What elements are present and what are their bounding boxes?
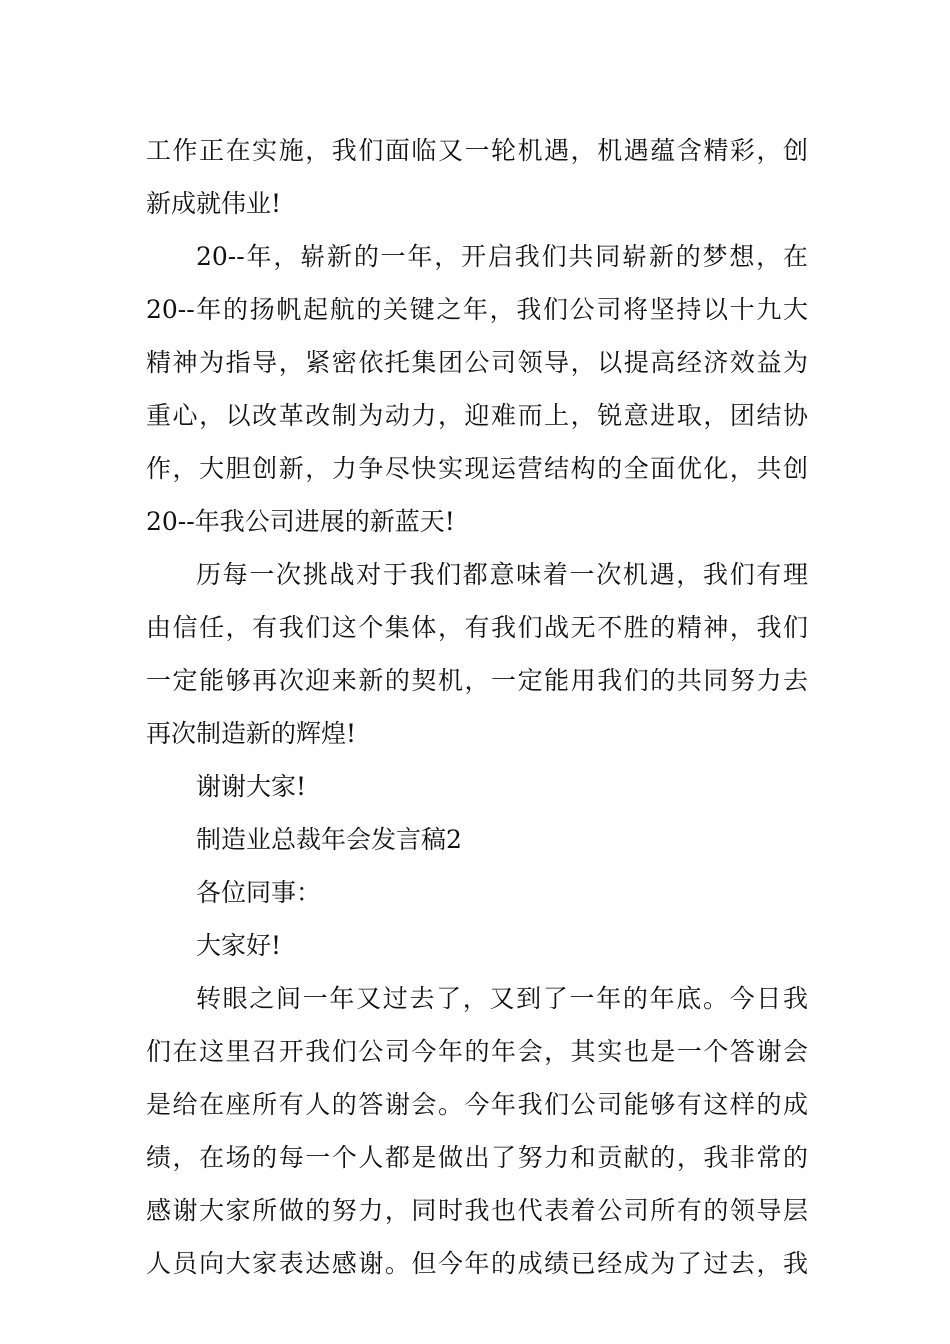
text-line: 再次制造新的辉煌! bbox=[146, 719, 357, 748]
text-line: 是给在座所有人的答谢会。今年我们公司能够有这样的成 bbox=[146, 1090, 808, 1119]
text-line: 绩，在场的每一个人都是做出了努力和贡献的，我非常的 bbox=[146, 1143, 808, 1172]
paragraph-first-line: 历每一次挑战对于我们都意味着一次机遇，我们有理 bbox=[196, 560, 808, 589]
salutation: 各位同事： bbox=[196, 878, 322, 907]
text-line: 一定能够再次迎来新的契机，一定能用我们的共同努力去 bbox=[146, 666, 808, 695]
text-line: 由信任，有我们这个集体，有我们战无不胜的精神，我们 bbox=[146, 613, 808, 642]
text-line: 人员向大家表达感谢。但今年的成绩已经成为了过去，我 bbox=[146, 1249, 808, 1278]
section-heading: 制造业总裁年会发言稿2 bbox=[196, 825, 462, 854]
paragraph-first-line: 20--年，崭新的一年，开启我们共同崭新的梦想，在 bbox=[196, 242, 808, 271]
text-line: 工作正在实施，我们面临又一轮机遇，机遇蕴含精彩，创 bbox=[146, 136, 808, 165]
text-line: 重心，以改革改制为动力，迎难而上，锐意进取，团结协 bbox=[146, 401, 808, 430]
text-line: 20--年的扬帆起航的关键之年，我们公司将坚持以十九大 bbox=[146, 295, 808, 324]
text-line: 精神为指导，紧密依托集团公司领导，以提高经济效益为 bbox=[146, 348, 808, 377]
text-line: 们在这里召开我们公司今年的年会，其实也是一个答谢会 bbox=[146, 1037, 808, 1066]
text-line: 20--年我公司进展的新蓝天! bbox=[146, 507, 455, 536]
text-line: 新成就伟业! bbox=[146, 189, 282, 218]
text-line: 作，大胆创新，力争尽快实现运营结构的全面优化，共创 bbox=[146, 454, 808, 483]
document-body bbox=[146, 124, 808, 1290]
greeting: 大家好! bbox=[196, 931, 282, 960]
text-line: 感谢大家所做的努力，同时我也代表着公司所有的领导层 bbox=[146, 1196, 808, 1225]
paragraph-first-line: 转眼之间一年又过去了，又到了一年的年底。今日我 bbox=[196, 984, 808, 1013]
closing-line: 谢谢大家! bbox=[196, 772, 307, 801]
